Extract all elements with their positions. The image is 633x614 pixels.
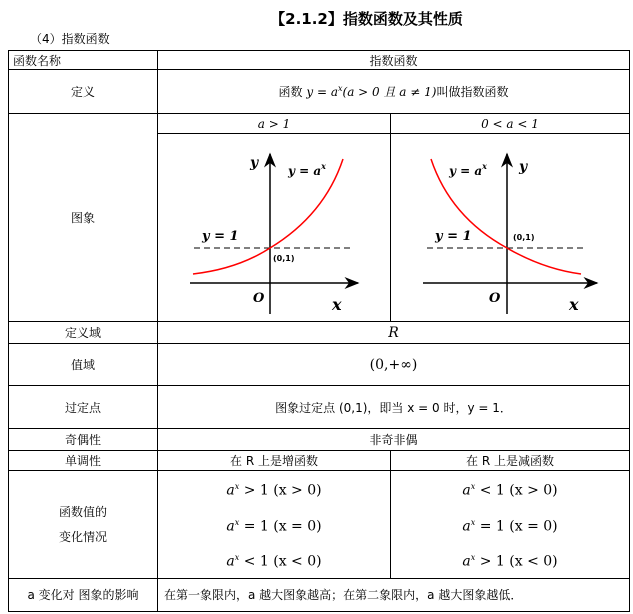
range-label: 值域 [9,344,158,386]
graph-decreasing [391,134,630,322]
name-value: 指数函数 [158,51,630,70]
domain-value: R [158,322,630,344]
def-prefix: 函数 [278,85,303,99]
curve-label: $y = a^x$ [449,161,487,178]
y-label: y [250,155,259,171]
values-decreasing [391,471,630,579]
monotonicity-decreasing: 在 R 上是减函数 [391,451,630,471]
graph-increasing [158,134,391,322]
value-line: $a^x = 1$ (x = 0) [226,517,322,535]
value-line: $a^x = 1$ (x = 0) [462,517,558,535]
point-label: (0,1) [273,254,295,263]
def-exp: x [338,84,343,93]
graph-label: 图象 [9,114,158,322]
parity-label: 奇偶性 [9,429,158,451]
values-increasing [158,471,391,579]
y-label: y [519,159,528,175]
origin-label: O [253,291,265,306]
monotonicity-increasing: 在 R 上是增函数 [158,451,391,471]
def-label: 定义 [9,70,158,114]
line-label: y = 1 [435,229,472,244]
domain-label: 定义域 [9,322,158,344]
line-label: y = 1 [202,229,239,244]
curve-label: $y = a^x$ [288,161,326,178]
def-value [158,70,630,114]
fixed-point-label: 过定点 [9,386,158,429]
case-2: 0 < a < 1 [391,114,630,134]
values-label-2: 变化情况 [58,530,107,545]
x-label: x [332,295,342,314]
influence-label: a 变化对 图象的影响 [9,578,158,611]
case-1: a > 1 [158,114,391,134]
point-label: (0,1) [513,233,535,242]
def-formula: y = a [306,85,338,99]
values-label-1: 函数值的 [58,505,107,520]
name-label: 函数名称 [9,51,158,70]
monotonicity-label: 单调性 [9,451,158,471]
def-cond: (a > 0 且 a ≠ 1) [342,85,437,99]
values-label [9,471,158,579]
fixed-point-value: 图象过定点 (0,1)，即当 x = 0 时，y = 1． [158,386,630,429]
x-label: x [569,295,579,314]
value-line: $a^x < 1$ (x > 0) [462,482,558,499]
influence-value: 在第一象限内，a 越大图象越高；在第二象限内，a 越大图象越低． [158,578,630,611]
origin-label: O [489,291,501,306]
value-line: $a^x > 1$ (x < 0) [462,553,558,570]
value-line: $a^x > 1$ (x > 0) [226,482,322,499]
value-line: $a^x < 1$ (x < 0) [226,553,322,570]
def-suffix: 叫做指数函数 [436,85,509,99]
properties-table [8,50,630,612]
section-subtitle: （4）指数函数 [30,32,110,46]
range-value: (0,+∞) [158,344,630,386]
parity-value: 非奇非偶 [158,429,630,451]
page-title: 【2.1.2】指数函数及其性质 [270,10,463,28]
